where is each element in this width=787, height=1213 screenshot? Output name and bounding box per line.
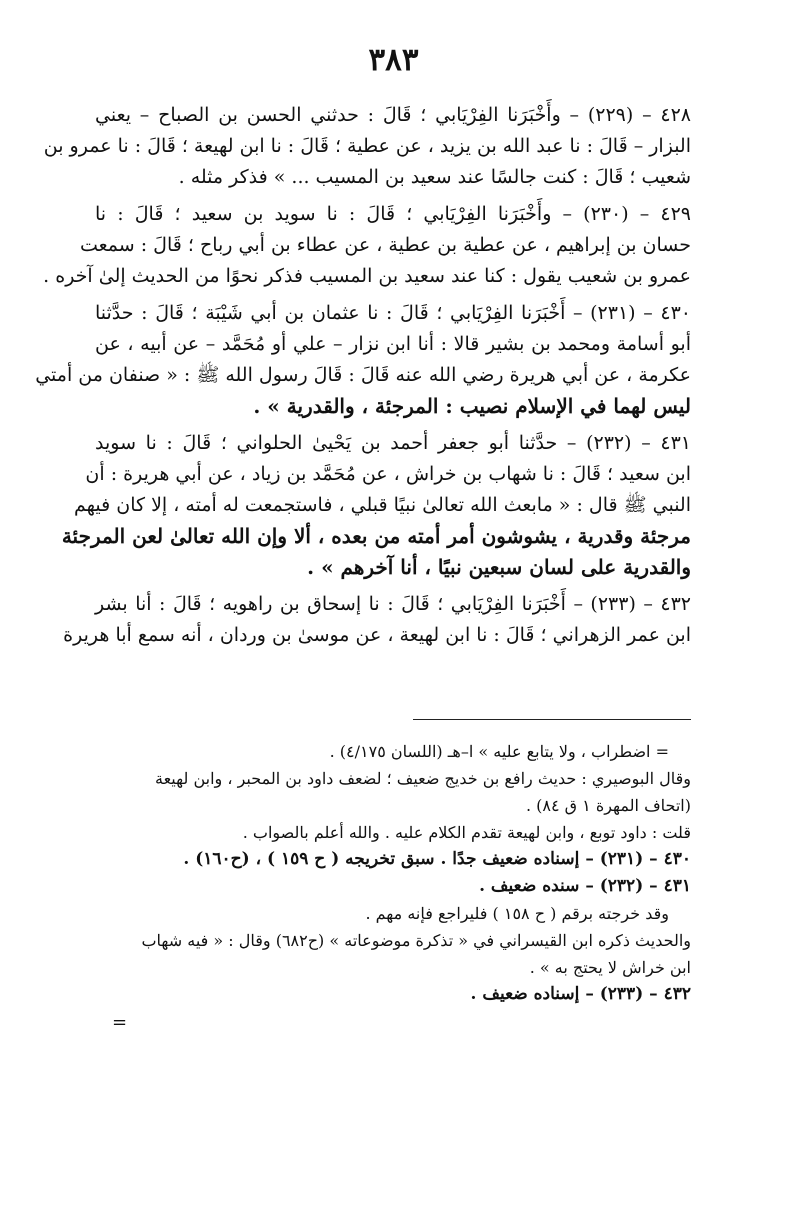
hadith-line: ٤٣١ – (٢٣٢) – حدَّثنا أبو جعفر أحمد بن يَحْيىٰ الحلواني ؛ قَالَ : نا سويد — [95, 432, 691, 454]
hadith-line: ليس لهما في الإسلام نصيب : المرجئة ، والقدرية » . — [253, 394, 691, 418]
hadith-line: حسان بن إبراهيم ، عن عطية بن عطية ، عن عطاء بن أبي رباح ؛ قَالَ : سمعت — [79, 234, 691, 256]
hadith-line: ٤٢٩ – (٢٣٠) – وأَخْبَرَنا الفِرْيَابي ؛ قَالَ : نا سويد بن سعيد ؛ قَالَ : نا — [95, 203, 691, 225]
footnote-line: ٤٣٢ – (٢٣٣) – إسناده ضعيف . — [470, 984, 691, 1004]
hadith-line: البزار – قَالَ : نا عبد الله بن يزيد ، عن عطية ؛ قَالَ : نا ابن لهيعة ؛ قَالَ : نا عمرو بن — [43, 135, 691, 157]
hadith-line: ٤٣٢ – (٢٣٣) – أَخْبَرَنا الفِرْيَابي ؛ قَالَ : نا إسحاق بن راهويه ؛ قَالَ : أنا بشر — [95, 593, 691, 615]
page-number: ٣٨٣ — [368, 42, 419, 78]
hadith-line: ٤٣٠ – (٢٣١) – أَخْبَرَنا الفِرْيَابي ؛ قَالَ : نا عثمان بن أبي شَيْبَة ؛ قَالَ : حدَّثنا — [95, 302, 691, 324]
hadith-line: أبو أسامة ومحمد بن بشير قالا : أنا ابن نزار – علي أو مُحَمَّد – عن أبيه ، عن — [95, 333, 691, 355]
hadith-line: النبي ﷺ قال : « مابعث الله تعالىٰ نبيًا قبلي ، فاستجمعت له أمته ، إلا كان فيهم — [73, 494, 691, 516]
hadith-line: ابن سعيد ؛ قَالَ : نا شهاب بن خراش ، عن مُحَمَّد بن زياد ، عن أبي هريرة : أن — [85, 463, 691, 485]
footnote-line: (اتحاف المهرة ١ ق ٨٤) . — [525, 796, 691, 815]
footnote-line: ٤٣١ – (٢٣٢) – سنده ضعيف . — [479, 876, 691, 896]
hadith-line: ٤٢٨ – (٢٢٩) – وأَخْبَرَنا الفِرْيَابي ؛ قَالَ : حدثني الحسن بن الصباح – يعني — [95, 104, 692, 126]
footnote-line: والحديث ذكره ابن القيسراني في « تذكرة موضوعاته » (ح٦٨٢) وقال : « فيه شهاب — [141, 931, 691, 950]
hadith-line: شعيب ؛ قَالَ : كنت جالسًا عند سعيد بن المسيب ... » فذكر مثله . — [178, 166, 691, 188]
footnote-divider — [413, 719, 691, 720]
hadith-430 — [35, 298, 691, 422]
footnote-line: وقد خرجته برقم ( ح ١٥٨ ) فليراجع فإنه مهم . — [365, 904, 669, 923]
hadith-428 — [43, 100, 692, 193]
footnote-line: وقال البوصيري : حديث رافع بن خديج ضعيف ؛ لضعف داود بن المحبر ، وابن لهيعة — [155, 769, 691, 788]
continuation-mark: = — [112, 1012, 128, 1033]
hadith-432 — [63, 589, 691, 651]
hadith-line: والقدرية على لسان سبعين نبيًا ، أنا آخرهم » . — [307, 555, 691, 579]
hadith-line: ابن عمر الزهراني ؛ قَالَ : نا ابن لهيعة ، عن موسىٰ بن وردان ، أنه سمع أبا هريرة — [63, 624, 691, 646]
footnote-line: ٤٣٠ – (٢٣١) – إسناده ضعيف جدًا . سبق تخريجه ( ح ١٥٩ ) ، (ح١٦٠) . — [183, 849, 691, 869]
hadith-431 — [61, 428, 691, 583]
hadith-line: عكرمة ، عن أبي هريرة رضي الله عنه قَالَ : قَالَ رسول الله ﷺ : « صنفان من أمتي — [35, 364, 691, 386]
hadith-line: عمرو بن شعيب يقول : كنا عند سعيد بن المسيب فذكر نحوًا من الحديث إلىٰ آخره . — [43, 265, 691, 287]
footnote-line: قلت : داود توبع ، وابن لهيعة تقدم الكلام عليه . والله أعلم بالصواب . — [242, 823, 691, 842]
hadith-line: مرجئة وقدرية ، يشوشون أمر أمته من بعده ، ألا وإن الله تعالىٰ لعن المرجئة — [61, 524, 691, 548]
main-text — [35, 100, 692, 657]
hadith-429 — [43, 199, 691, 292]
footnote-line: ابن خراش لا يحتج به » . — [529, 958, 691, 977]
footnote-line: = اضطراب ، ولا يتابع عليه » ا–هـ (اللسان ٤/١٧٥) . — [329, 742, 669, 761]
footnotes — [95, 738, 691, 1008]
